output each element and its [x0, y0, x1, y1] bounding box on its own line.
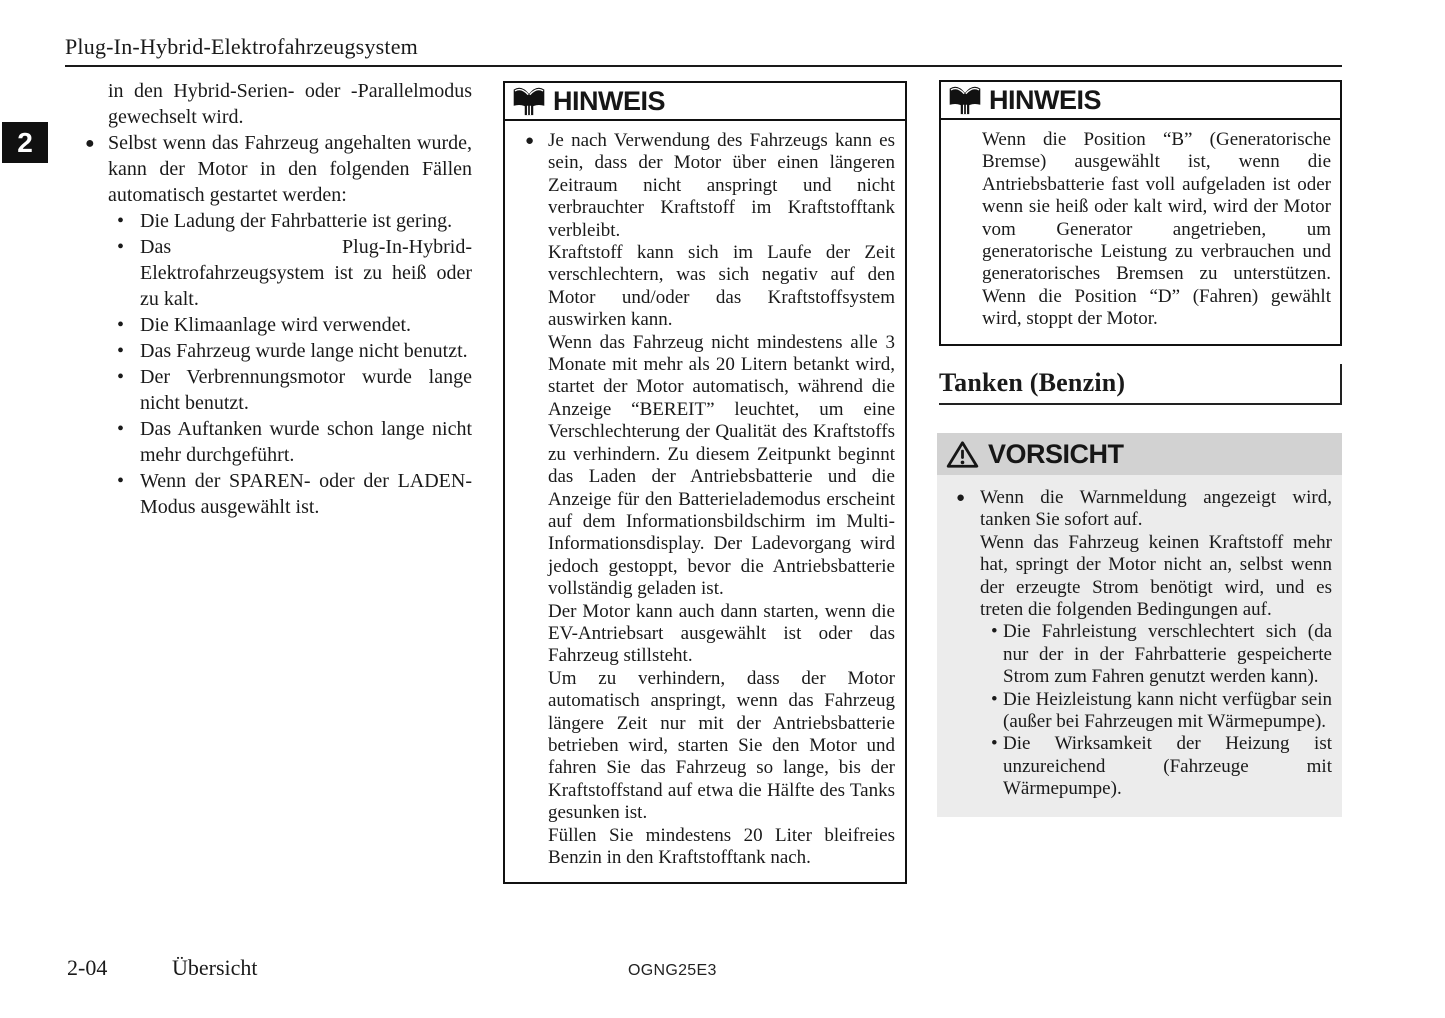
bullet-item-refuel-warning [956, 487, 1332, 801]
note-title: HINWEIS [989, 84, 1102, 115]
warning-triangle-icon [946, 440, 979, 469]
note-box-regenerative-brake [939, 80, 1342, 346]
open-book-icon [948, 86, 982, 115]
caution-header [937, 433, 1342, 475]
note-header [505, 83, 905, 121]
bullet-intro-text: ● Selbst wenn das Fahrzeug angehalten wurde, kann der Motor in den folgenden Fällen automatisch gestartet werden: [108, 132, 472, 206]
bullet-item-auto-start [85, 130, 472, 520]
caution-paragraph: ● Wenn die Warnmeldung angezeigt wird, tanken Sie sofort auf. [980, 487, 1332, 531]
list-item: • Die Fahrleistung verschlechtert sich (da nur der in der Fahrbatterie gespeicherte Strom zum Fahren genutzt werden kann). [991, 621, 1332, 688]
note-box-fuel [503, 81, 907, 884]
caution-title: VORSICHT [988, 438, 1124, 469]
chapter-tab: 2 [2, 122, 48, 163]
header-rule [65, 65, 1342, 67]
list-item: • Die Klimaanlage wird verwendet. [117, 312, 472, 338]
list-item: • Das Fahrzeug wurde lange nicht benutzt. [117, 338, 472, 364]
note-paragraph: ● Je nach Verwendung des Fahrzeugs kann es sein, dass der Motor über einen längeren Zeitraum nicht anspringt und nicht verbrauchter Kraftstoff im Kraftstofftank verbleibt. [548, 130, 895, 241]
caution-box-refuel [937, 433, 1342, 817]
list-item: • Die Heizleistung kann nicht verfügbar sein (außer bei Fahrzeugen mit Wärmepumpe). [991, 689, 1332, 734]
note-paragraph: Der Motor kann auch dann starten, wenn die EV-Antriebsart ausgewählt ist oder das Fahrzeug stillsteht. [548, 600, 895, 667]
footer-page-number: 2-04 [67, 955, 108, 980]
bullet-item-fuel-note [525, 130, 895, 869]
caution-paragraph: Wenn das Fahrzeug keinen Kraftstoff mehr hat, springt der Motor nicht an, selbst wenn der erzeugte Strom benötigt wird, und es treten die folgenden Bedingungen auf. [980, 531, 1332, 621]
caution-body [937, 475, 1342, 817]
caution-conditions-list [980, 621, 1332, 800]
list-item: • Die Ladung der Fahrbatterie ist gering. [117, 208, 472, 234]
list-item: • Wenn der SPAREN- oder der LADEN-Modus ausgewählt ist. [117, 468, 472, 520]
left-column [85, 78, 472, 520]
list-item: • Das Plug-In-Hybrid-Elektrofahrzeugsystem ist zu heiß oder zu kalt. [117, 234, 472, 312]
note-paragraph: Wenn die Position “B” (Generatorische Bremse) ausgewählt ist, wenn die Antriebsbatterie fast voll aufgeladen ist oder wenn sie heiß oder kalt wird, wird der Motor vom Generator angetrieben, um generatorische Leistung zu verbrauchen und generatorisches Bremsen zu unterstützen. Wenn die Position “D” (Fahren) gewählt wird, stoppt der Motor. [982, 129, 1331, 330]
section-heading-tanken [939, 364, 1342, 405]
list-item: • Das Auftanken wurde schon lange nicht mehr durchgeführt. [117, 416, 472, 468]
note-paragraph: Um zu verhindern, dass der Motor automatisch anspringt, wenn das Fahrzeug längere Zeit nur mit der Antriebsbatterie betrieben wird, starten Sie den Motor und fahren Sie das Fahrzeug so lange, bis der Kraftstoffstand auf etwa die Hälfte des Tanks gesunken ist. [548, 667, 895, 824]
auto-start-conditions-list [108, 208, 472, 520]
list-item: • Der Verbrennungsmotor wurde lange nicht benutzt. [117, 364, 472, 416]
list-item: • Die Wirksamkeit der Heizung ist unzureichend (Fahrzeuge mit Wärmepumpe). [991, 733, 1332, 800]
note-paragraph: Füllen Sie mindestens 20 Liter bleifreies Benzin in den Kraftstofftank nach. [548, 824, 895, 868]
note-body [941, 120, 1340, 344]
note-paragraph: Kraftstoff kann sich im Laufe der Zeit verschlechtern, was sich negativ auf den Motor und/oder das Kraftstoffsystem auswirken kann. [548, 242, 895, 331]
continuation-paragraph: in den Hybrid-Serien- oder -Parallelmodus gewechselt wird. [108, 80, 472, 128]
footer-section-name: Übersicht [172, 955, 258, 980]
open-book-icon [512, 87, 546, 116]
note-title: HINWEIS [553, 85, 666, 116]
footer-doc-code: OGNG25E3 [628, 962, 717, 979]
note-paragraph: Wenn das Fahrzeug nicht mindestens alle 3 Monate mit mehr als 20 Litern betankt wird, startet der Motor automatisch, während die Anzeige “BEREIT” leuchtet, um eine Verschlechterung der Qualität des Kraftstoffs zu verhindern. Zu diesem Zeitpunkt beginnt das Laden der Antriebsbatterie und die Anzeige für den Batterielademodus erscheint auf dem Informationsbildschirm im Multi-Informationsdisplay. Der Ladevorgang wird jedoch gestoppt, bevor die Antriebsbatterie vollständig geladen ist. [548, 331, 895, 600]
section-title: Tanken (Benzin) [939, 368, 1126, 397]
note-body [505, 121, 905, 882]
page-title: Plug-In-Hybrid-Elektrofahrzeugsystem [65, 34, 418, 59]
note-header [941, 82, 1340, 120]
